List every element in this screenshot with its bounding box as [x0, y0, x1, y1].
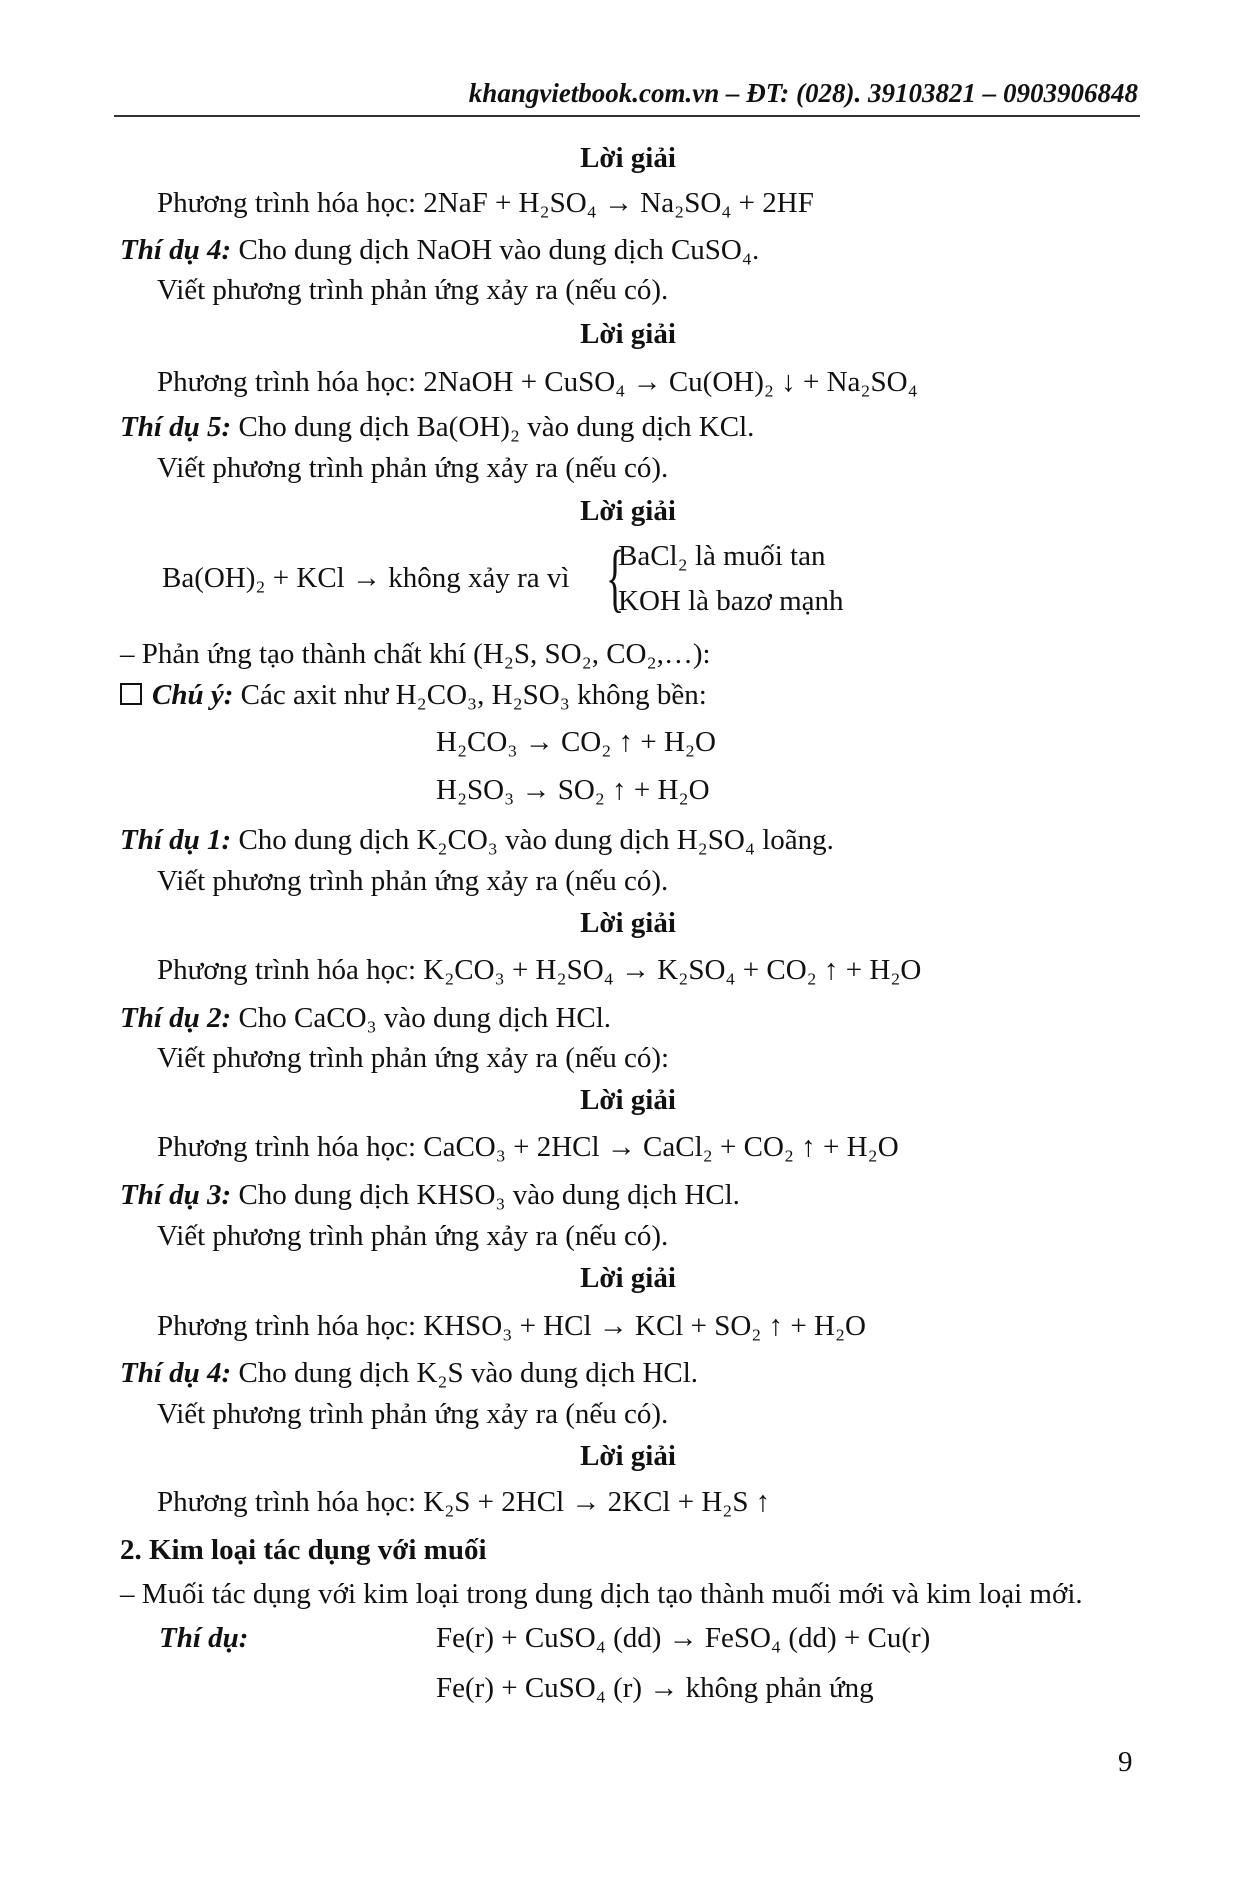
example-label: Thí dụ 5: — [120, 411, 232, 443]
equation-line: H₂SO₃ → SO₂ ↑ + H₂O — [436, 774, 710, 806]
example-label: Thí dụ 1: — [120, 824, 232, 856]
example-3-line — [120, 1178, 740, 1212]
note-label: Chú ý: — [152, 679, 234, 711]
equation-line: H₂CO₃ → CO₂ ↑ + H₂O — [436, 726, 716, 758]
example-text: Cho dung dịch KHSO₃ vào dung dịch HCl. — [231, 1179, 740, 1211]
checkbox-square-icon — [120, 683, 142, 705]
question-line: Viết phương trình phản ứng xảy ra (nếu có). — [157, 452, 669, 484]
example-label: Thí dụ 4: — [120, 234, 232, 266]
example-label: Thí dụ 3: — [120, 1179, 232, 1211]
example-label: Thí dụ: — [159, 1622, 249, 1654]
brace-symbol: { — [606, 536, 625, 620]
header-rule — [114, 115, 1140, 117]
example-text: Cho dung dịch K₂CO₃ vào dung dịch H₂SO₄ loãng. — [231, 824, 834, 856]
example-4b-line — [120, 1356, 698, 1390]
solution-heading: Lời giải — [580, 1262, 676, 1294]
equation-line: Phương trình hóa học: K₂S + 2HCl → 2KCl + H₂S ↑ — [157, 1486, 771, 1518]
equation-line: Fe(r) + CuSO₄ (r) → không phản ứng — [436, 1672, 874, 1704]
equation-line: Phương trình hóa học: 2NaF + H₂SO₄ → Na₂SO₄ + 2HF — [157, 187, 814, 219]
equation-line: Phương trình hóa học: KHSO₃ + HCl → KCl + SO₂ ↑ + H₂O — [157, 1310, 866, 1342]
example-label: Thí dụ 4: — [120, 1357, 232, 1389]
example-text: Cho dung dịch K₂S vào dung dịch HCl. — [231, 1357, 699, 1389]
question-line: Viết phương trình phản ứng xảy ra (nếu có). — [157, 1398, 669, 1430]
note-line — [120, 678, 707, 712]
equation-line: Ba(OH)₂ + KCl → không xảy ra vì — [162, 562, 570, 594]
example-text: Cho dung dịch Ba(OH)₂ vào dung dịch KCl. — [231, 411, 755, 443]
example-text: Cho dung dịch NaOH vào dung dịch CuSO₄. — [231, 234, 760, 266]
solution-heading: Lời giải — [580, 495, 676, 527]
question-line: Viết phương trình phản ứng xảy ra (nếu có). — [157, 1220, 669, 1252]
equation-line: Phương trình hóa học: 2NaOH + CuSO₄ → Cu(OH)₂ ↓ + Na₂SO₄ — [157, 366, 918, 398]
solution-heading: Lời giải — [580, 907, 676, 939]
solution-heading: Lời giải — [580, 142, 676, 174]
example-text: Cho CaCO₃ vào dung dịch HCl. — [231, 1002, 612, 1034]
question-line: Viết phương trình phản ứng xảy ra (nếu có). — [157, 274, 669, 306]
example-label: Thí dụ 2: — [120, 1002, 232, 1034]
example-4-line — [120, 233, 759, 267]
example-2-line — [120, 1001, 611, 1035]
reason-line: KOH là bazơ mạnh — [618, 585, 844, 617]
question-line: Viết phương trình phản ứng xảy ra (nếu có): — [157, 1042, 670, 1074]
reason-line: BaCl₂ là muối tan — [618, 540, 826, 572]
example-5-line — [120, 410, 754, 444]
note-text: Các axit như H₂CO₃, H₂SO₃ không bền: — [233, 679, 707, 711]
equation-line: Phương trình hóa học: CaCO₃ + 2HCl → CaCl₂ + CO₂ ↑ + H₂O — [157, 1131, 899, 1163]
example-1-line — [120, 823, 834, 857]
page-header: khangvietbook.com.vn – ĐT: (028). 39103821 – 0903906848 — [468, 78, 1138, 108]
bullet-line: – Muối tác dụng với kim loại trong dung dịch tạo thành muối mới và kim loại mới. — [120, 1578, 1083, 1610]
equation-line: Fe(r) + CuSO₄ (dd) → FeSO₄ (dd) + Cu(r) — [436, 1622, 931, 1654]
solution-heading: Lời giải — [580, 1084, 676, 1116]
equation-line: Phương trình hóa học: K₂CO₃ + H₂SO₄ → K₂SO₄ + CO₂ ↑ + H₂O — [157, 954, 922, 986]
question-line: Viết phương trình phản ứng xảy ra (nếu có). — [157, 865, 669, 897]
solution-heading: Lời giải — [580, 1440, 676, 1472]
section-heading: 2. Kim loại tác dụng với muối — [120, 1534, 487, 1566]
solution-heading: Lời giải — [580, 318, 676, 350]
page-number: 9 — [1118, 1746, 1133, 1778]
bullet-line: – Phản ứng tạo thành chất khí (H₂S, SO₂, CO₂,…): — [120, 638, 711, 670]
